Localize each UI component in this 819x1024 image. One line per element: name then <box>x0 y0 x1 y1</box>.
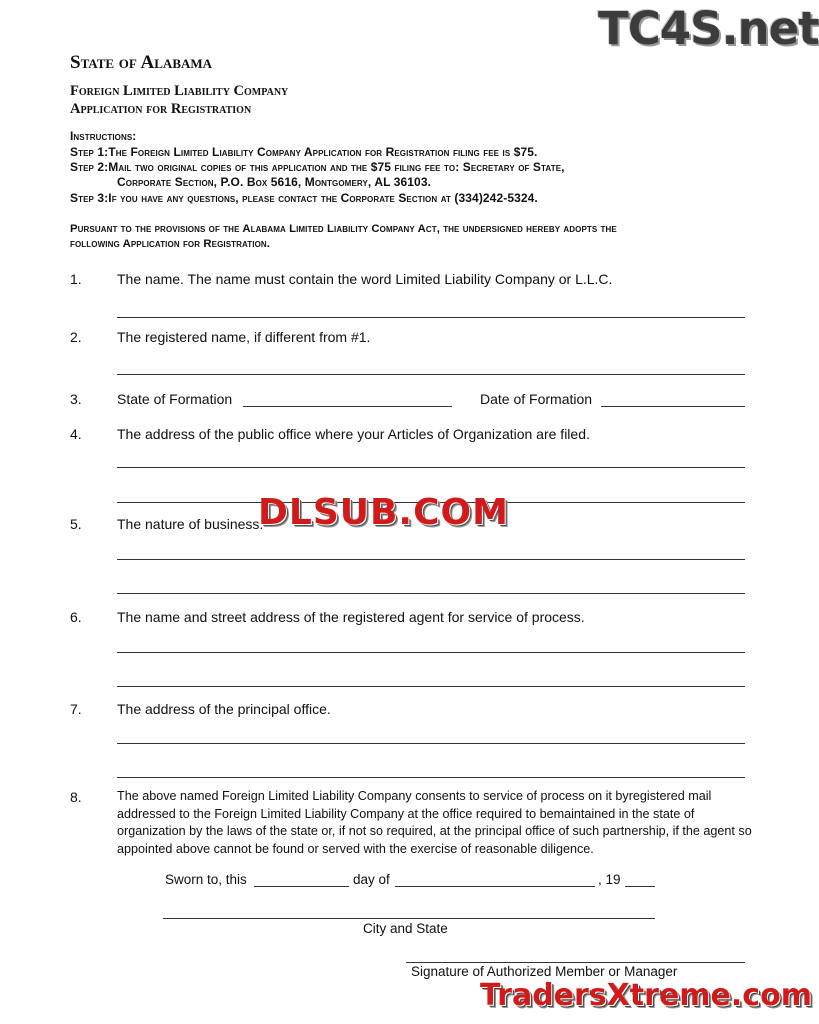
item-number: 1. <box>70 271 82 287</box>
principal-office-field-line-1[interactable] <box>117 743 745 744</box>
instruction-step-2: Step 2:Mail two original copies of this application and the $75 filing fee to: Secretary of State, <box>70 160 565 174</box>
date-of-formation-label: Date of Formation <box>480 391 593 407</box>
sworn-year-field-line[interactable] <box>625 886 655 887</box>
city-state-field-line[interactable] <box>163 918 655 919</box>
registered-name-field-line[interactable] <box>117 374 745 375</box>
pursuant-line-2: following Application for Registration. <box>70 238 271 250</box>
consent-paragraph: The above named Foreign Limited Liability Company consents to service of process on it byregistered mail addressed to the Foreign Limited Liability Company at the office required to bemaintained in the state of organization by the laws of the state or, if not so required, at the principal office of such partnership, if the agent so appointed above cannot be found or served with the exercise of reasonable diligence. <box>117 789 752 856</box>
nature-of-business-field-line-1[interactable] <box>117 559 745 560</box>
item-number: 2. <box>70 329 82 345</box>
state-of-formation-field-line[interactable] <box>243 406 452 407</box>
public-office-address-label: The address of the public office where your Articles of Organization are filed. <box>117 426 590 442</box>
item-name-label: The name. The name must contain the word Limited Liability Company or L.L.C. <box>117 271 613 287</box>
instruction-step-3: Step 3:If you have any questions, please contact the Corporate Section at (334)242-5324. <box>70 191 538 205</box>
sworn-prefix: Sworn to, this <box>165 872 247 887</box>
instructions-heading: Instructions: <box>70 129 137 143</box>
registered-agent-field-line-1[interactable] <box>117 652 745 653</box>
item-number: 4. <box>70 426 82 442</box>
sworn-day-of: day of <box>353 872 390 887</box>
registered-agent-label: The name and street address of the registered agent for service of process. <box>117 609 585 625</box>
item-number: 3. <box>70 391 82 407</box>
item-number: 5. <box>70 516 82 532</box>
instruction-step-1: Step 1:The Foreign Limited Liability Company Application for Registration filing fee is $75. <box>70 145 538 159</box>
pursuant-line-1: Pursuant to the provisions of the Alabama Limited Liability Company Act, the undersigned hereby adopts the <box>70 223 617 235</box>
item-registered-name-label: The registered name, if different from #1. <box>117 329 371 345</box>
date-of-formation-field-line[interactable] <box>601 406 745 407</box>
signature-field-line[interactable] <box>406 962 745 963</box>
watermark-dlsub: DLSUB.COM <box>258 492 509 533</box>
city-state-label: City and State <box>363 921 448 936</box>
watermark-tradersxtreme: TradersXtreme.com <box>480 978 812 1013</box>
sworn-month-field-line[interactable] <box>395 886 595 887</box>
state-of-formation-label: State of Formation <box>117 391 233 407</box>
item-number: 6. <box>70 609 82 625</box>
principal-office-label: The address of the principal office. <box>117 701 331 717</box>
nature-of-business-field-line-2[interactable] <box>117 593 745 594</box>
form-title-line1: Foreign Limited Liability Company <box>70 83 289 99</box>
item-number: 8. <box>70 789 82 805</box>
sworn-day-field-line[interactable] <box>254 886 349 887</box>
state-heading: State of Alabama <box>70 52 213 73</box>
watermark-tc4s: TC4S.net <box>598 2 819 55</box>
item-number: 7. <box>70 701 82 717</box>
name-field-line[interactable] <box>117 317 745 318</box>
signature-label: Signature of Authorized Member or Manager <box>411 964 678 979</box>
form-title-line2: Application for Registration <box>70 101 252 117</box>
sworn-year-prefix: , 19 <box>598 872 621 887</box>
registered-agent-field-line-2[interactable] <box>117 686 745 687</box>
principal-office-field-line-2[interactable] <box>117 777 745 778</box>
public-office-field-line-1[interactable] <box>117 467 745 468</box>
instruction-step-2-address: Corporate Section, P.O. Box 5616, Montgomery, AL 36103. <box>117 175 432 189</box>
nature-of-business-label: The nature of business. <box>117 516 264 532</box>
